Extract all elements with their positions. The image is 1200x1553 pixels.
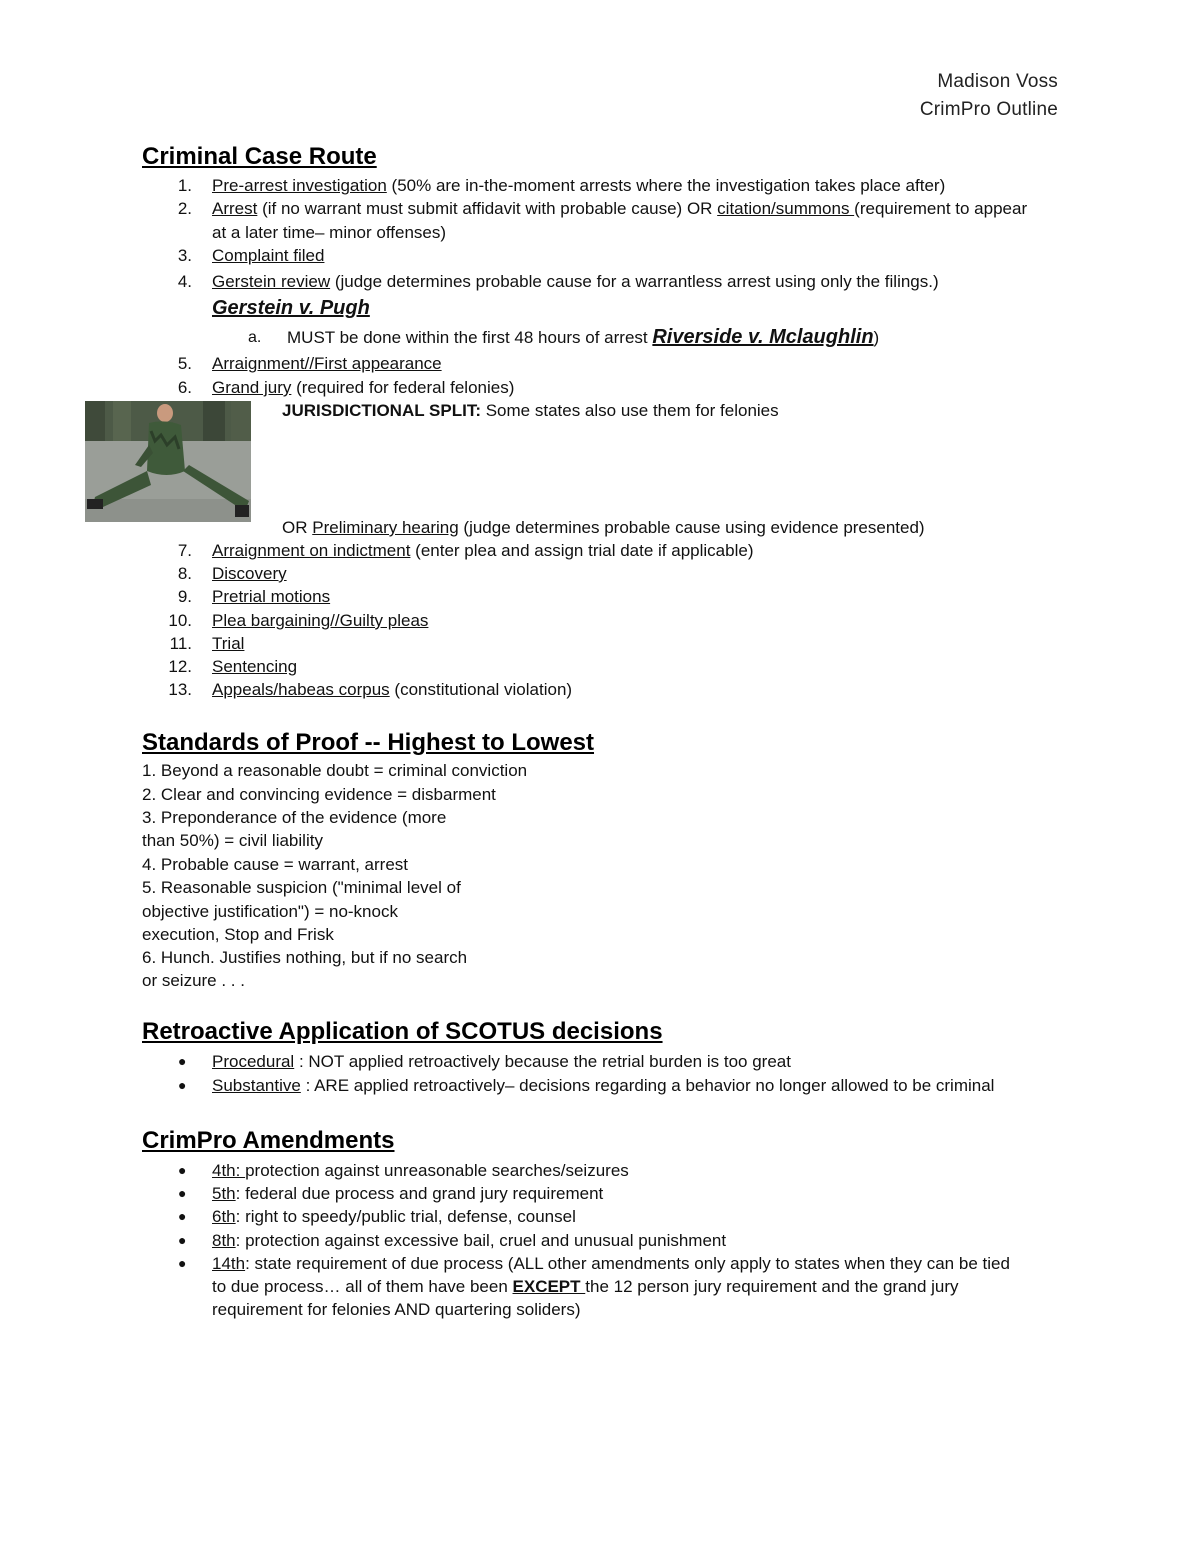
standard-line: objective justification") = no-knock <box>142 902 398 921</box>
standard-line: or seizure . . . <box>142 971 245 990</box>
list-item-or-preliminary: OR Preliminary hearing (judge determines probable cause using evidence presented) <box>282 518 925 537</box>
list-item-continuation: at a later time– minor offenses) <box>212 223 447 242</box>
author-name: Madison Voss <box>937 71 1058 92</box>
standard-line: 3. Preponderance of the evidence (more <box>142 808 447 827</box>
standard-line: 1. Beyond a reasonable doubt = criminal conviction <box>142 761 528 780</box>
jurisdictional-split-note: JURISDICTIONAL SPLIT: Some states also use them for felonies <box>282 401 779 420</box>
document-title: CrimPro Outline <box>919 99 1058 120</box>
bullet-icon: ● <box>178 1162 187 1178</box>
bullet-icon: ● <box>178 1053 187 1069</box>
soldier-split-photo <box>85 401 251 522</box>
section-title-case-route: Criminal Case Route <box>142 143 377 170</box>
standard-line: 4. Probable cause = warrant, arrest <box>142 855 408 874</box>
case-name-gerstein: Gerstein v. Pugh <box>212 297 370 319</box>
bullet-icon: ● <box>178 1232 187 1248</box>
case-name-riverside: Riverside v. Mclaughlin <box>652 326 874 348</box>
section-title-amendments: CrimPro Amendments <box>142 1127 395 1154</box>
list-item-continuation: requirement for felonies AND quartering soliders) <box>212 1300 581 1319</box>
standard-line: 6. Hunch. Justifies nothing, but if no search <box>142 948 468 967</box>
bullet-icon: ● <box>178 1255 187 1271</box>
standard-line: 2. Clear and convincing evidence = disbarment <box>142 785 496 804</box>
standard-line: than 50%) = civil liability <box>142 831 323 850</box>
bullet-icon: ● <box>178 1077 187 1093</box>
bullet-icon: ● <box>178 1185 187 1201</box>
standard-line: execution, Stop and Frisk <box>142 925 334 944</box>
bullet-icon: ● <box>178 1208 187 1224</box>
except-emphasis: EXCEPT <box>512 1277 586 1296</box>
list-item-continuation: to due process… all of them have been EXCEPT the 12 person jury requirement and the grand jury <box>212 1277 959 1296</box>
section-title-standards: Standards of Proof -- Highest to Lowest <box>142 729 595 756</box>
standard-line: 5. Reasonable suspicion ("minimal level of <box>142 878 461 897</box>
section-title-retroactive: Retroactive Application of SCOTUS decisions <box>142 1018 663 1045</box>
